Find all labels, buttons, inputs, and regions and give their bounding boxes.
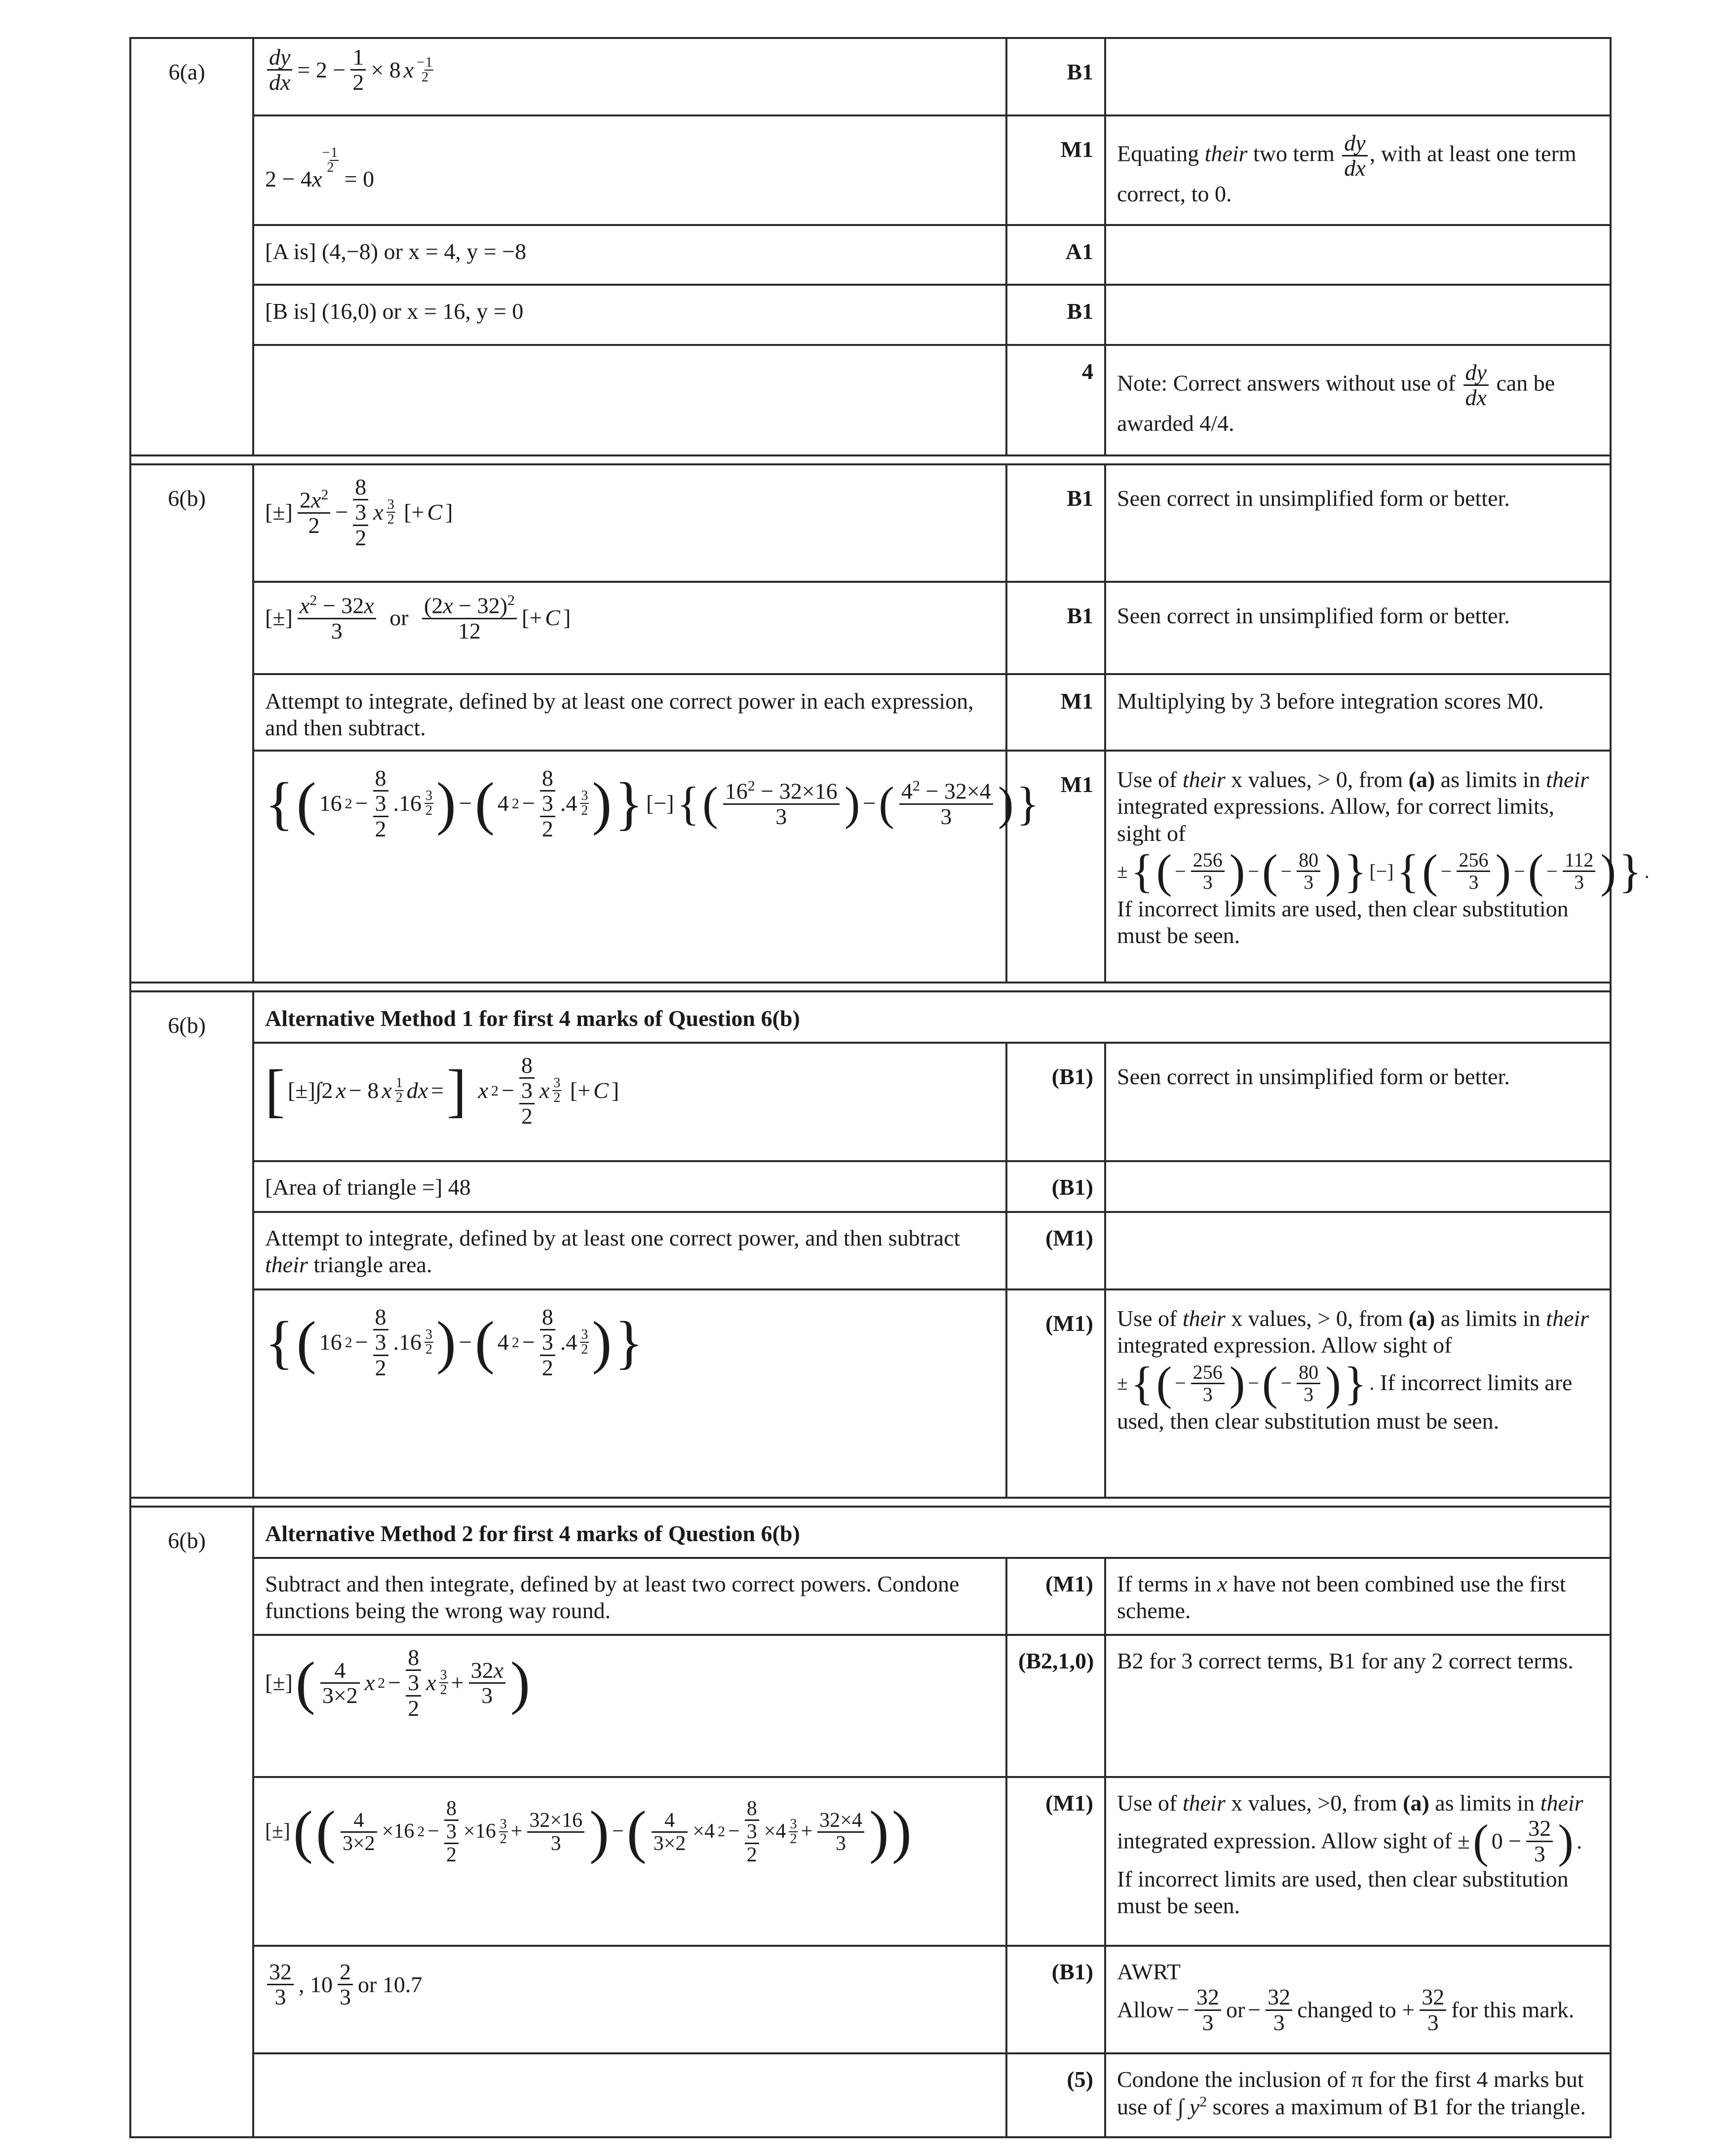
mark-cell: (B1) bbox=[1006, 1946, 1105, 2053]
table-row bbox=[130, 1507, 1611, 1558]
table-row bbox=[130, 1558, 1611, 1635]
answer-cell: [±] $\frac{2x^2}{2}$ − 8 3 2 x 3 2 [+ C ] bbox=[253, 464, 1006, 582]
guidance-cell: AWRT Allow − $\frac{32}{3}$ or − $\frac{32}{3}$ changed to + $\frac{32}{3}$ for this mark. bbox=[1105, 1946, 1611, 2053]
table-row bbox=[130, 1289, 1611, 1498]
mark-scheme-table bbox=[129, 37, 1650, 2138]
mark-cell: (B2,1,0) bbox=[1006, 1635, 1105, 1777]
table-row bbox=[130, 115, 1611, 225]
answer-cell: [A is] (4,−8) or x = 4, y = −8 bbox=[253, 225, 1006, 285]
section-separator bbox=[130, 983, 1611, 991]
guidance-cell bbox=[1105, 1161, 1611, 1212]
table-row bbox=[130, 2053, 1611, 2137]
guidance-cell bbox=[1105, 285, 1611, 345]
mark-cell: A1 bbox=[1006, 225, 1105, 285]
guidance-cell: Seen correct in unsimplified form or better. bbox=[1105, 464, 1611, 582]
guidance-cell: Condone the inclusion of π for the first 4 marks but use of ∫ $y^2$ scores a maximum of B1 for the triangle. bbox=[1105, 2053, 1611, 2137]
answer-cell: 2 − 4x−1 2 = 0 bbox=[253, 115, 1006, 225]
table-row bbox=[130, 674, 1611, 751]
mark-cell: (M1) bbox=[1006, 1777, 1105, 1946]
table-row bbox=[130, 1946, 1611, 2053]
guidance-cell: Seen correct in unsimplified form or better. bbox=[1105, 1043, 1611, 1161]
mark-cell: (M1) bbox=[1006, 1289, 1105, 1498]
mark-scheme-sheet bbox=[129, 37, 1650, 2138]
section-separator bbox=[130, 1498, 1611, 1507]
mark-cell: (M1) bbox=[1006, 1212, 1105, 1289]
answer-cell: $\frac{dy}{dx}$ = 2 − $\frac{1}{2}$ × 8 x −1 2 bbox=[253, 38, 1006, 115]
table-row bbox=[130, 285, 1611, 345]
guidance-cell: Use of their x values, > 0, from (a) as limits in their integrated expression. Allow sight of ± { ( − $\frac{256}{3}$ ) − ( − $\frac{80}{3}$ ) } . If incorrect limits are used, then clear substitution must be seen. bbox=[1105, 1289, 1611, 1498]
answer-cell: Subtract and then integrate, defined by at least two correct powers. Condone functions being the wrong way round. bbox=[253, 1558, 1006, 1635]
answer-cell bbox=[253, 2053, 1006, 2137]
table-row bbox=[130, 1777, 1611, 1946]
answer-cell: [Area of triangle =] 48 bbox=[253, 1161, 1006, 1212]
answer-cell: [±] $\frac{x^2 - 32x}{3}$ or $\frac{(2x - 32)^2}{12}$ [+ C ] bbox=[253, 582, 1006, 674]
mark-cell: (5) bbox=[1006, 2053, 1105, 2137]
mark-cell: B1 bbox=[1006, 582, 1105, 674]
guidance-cell bbox=[1105, 225, 1611, 285]
alt-method-1-title: Alternative Method 1 for first 4 marks of Question 6(b) bbox=[253, 991, 1611, 1043]
question-number: 6(b) bbox=[130, 1507, 253, 2137]
answer-cell: $\frac{32}{3}$ , 10 $\frac{2}{3}$ or 10.7 bbox=[253, 1946, 1006, 2053]
table-row bbox=[130, 1635, 1611, 1777]
table-row bbox=[130, 38, 1611, 115]
answer-cell: [±] ( $\frac{4}{3\times 2}$ x 2 − 8 3 2 x 3 2 + $\frac{32x}{3}$ ) bbox=[253, 1635, 1006, 1777]
table-row bbox=[130, 225, 1611, 285]
mark-cell: M1 bbox=[1006, 751, 1105, 983]
mark-cell: B1 bbox=[1006, 38, 1105, 115]
table-row bbox=[130, 582, 1611, 674]
answer-cell: [ [±]∫2 x − 8 x 1 2 dx = ] x 2 − 8 3 2 x 3 2 [+ C ] bbox=[253, 1043, 1006, 1161]
mark-cell: (B1) bbox=[1006, 1043, 1105, 1161]
mark-cell: (M1) bbox=[1006, 1558, 1105, 1635]
guidance-cell: Equating their two term $\frac{dy}{dx}$ , with at least one term correct, to 0. bbox=[1105, 115, 1611, 225]
answer-cell bbox=[253, 345, 1006, 455]
answer-cell: { ( 16 2 − 8 3 2 .16 3 2 ) − ( 4 2 − 8 3 2 .4 3 2 ) } [−] { ( $\frac{16^2 - 32\times 16}{3}$ ) − ( $\frac{4^2 - 32\times 4}{3}$ ) } bbox=[253, 751, 1006, 983]
mark-cell: B1 bbox=[1006, 285, 1105, 345]
section-separator bbox=[130, 455, 1611, 464]
mark-cell: M1 bbox=[1006, 115, 1105, 225]
answer-cell: Attempt to integrate, defined by at least one correct power, and then subtract their triangle area. bbox=[253, 1212, 1006, 1289]
table-row bbox=[130, 1161, 1611, 1212]
mark-cell: M1 bbox=[1006, 674, 1105, 751]
mark-cell: B1 bbox=[1006, 464, 1105, 582]
guidance-cell: Seen correct in unsimplified form or better. bbox=[1105, 582, 1611, 674]
guidance-cell: Multiplying by 3 before integration scores M0. bbox=[1105, 674, 1611, 751]
mark-cell: 4 bbox=[1006, 345, 1105, 455]
mark-cell: (B1) bbox=[1006, 1161, 1105, 1212]
question-number: 6(b) bbox=[130, 464, 253, 983]
answer-cell: [±] ( ( $\frac{4}{3\times 2}$ ×16 2 − 8 3 2 ×16 3 2 + $\frac{32\times 16}{3}$ ) − ( $\frac{4}{3\times 2}$ ×4 2 − 8 3 2 ×4 3 2 + $\frac{32\times 4}{3}$ ) ) bbox=[253, 1777, 1006, 1946]
table-row bbox=[130, 751, 1611, 983]
table-row bbox=[130, 1043, 1611, 1161]
guidance-cell bbox=[1105, 38, 1611, 115]
table-row bbox=[130, 991, 1611, 1043]
guidance-cell bbox=[1105, 1212, 1611, 1289]
guidance-cell: B2 for 3 correct terms, B1 for any 2 correct terms. bbox=[1105, 1635, 1611, 1777]
answer-cell: { ( 16 2 − 8 3 2 .16 3 2 ) − ( 4 2 − 8 3 2 .4 3 2 ) } bbox=[253, 1289, 1006, 1498]
table-row bbox=[130, 464, 1611, 582]
guidance-cell: Note: Correct answers without use of $\frac{dy}{dx}$ can be awarded 4/4. bbox=[1105, 345, 1611, 455]
guidance-cell: If terms in x have not been combined use the first scheme. bbox=[1105, 1558, 1611, 1635]
answer-cell: [B is] (16,0) or x = 16, y = 0 bbox=[253, 285, 1006, 345]
question-number: 6(a) bbox=[130, 38, 253, 455]
table-row bbox=[130, 345, 1611, 455]
alt-method-2-title: Alternative Method 2 for first 4 marks of Question 6(b) bbox=[253, 1507, 1611, 1558]
table-row bbox=[130, 1212, 1611, 1289]
question-number: 6(b) bbox=[130, 991, 253, 1498]
guidance-cell: Use of their x values, >0, from (a) as limits in their integrated expression. Allow sight of ± ( 0 − $\frac{32}{3}$ ) . If incorrect limits are used, then clear substitution must be seen. bbox=[1105, 1777, 1611, 1946]
answer-cell: Attempt to integrate, defined by at least one correct power in each expression, and then subtract. bbox=[253, 674, 1006, 751]
guidance-cell: Use of their x values, > 0, from (a) as limits in their integrated expressions. Allow, for correct limits, sight of ± { ( − $\frac{256}{3}$ ) − ( − $\frac{80}{3}$ ) } [−] { ( − $\frac{256}{3}$ ) − ( − $\frac{112}{3}$ ) } . If incorrect limits are used, then clear substitution must be seen. bbox=[1105, 751, 1611, 983]
